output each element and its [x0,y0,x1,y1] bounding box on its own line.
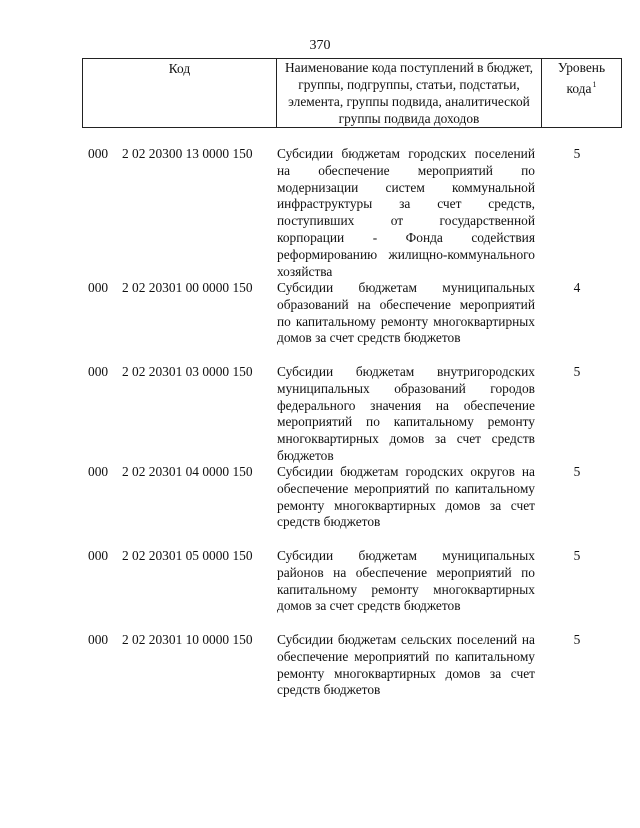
table-row [82,548,616,632]
admin-code: 000 [88,146,109,161]
admin-code: 000 [88,280,109,295]
admin-code: 000 [88,464,109,479]
header-level [542,59,622,128]
footnote-marker: 1 [592,80,597,89]
table-row [82,364,616,464]
table-row [82,280,616,364]
income-code: 2 02 20301 04 0000 150 [122,464,253,479]
header-code-label: Код [168,61,191,76]
code-level: 5 [573,464,581,479]
income-name: Субсидии бюджетам сельских поселений на обеспечение мероприятий по капитальному ремонту многоквартирных домов за счет средств бюджетов [277,632,535,698]
code-level: 5 [573,146,581,161]
header-code [83,59,277,128]
table-row [82,632,616,716]
income-code: 2 02 20301 05 0000 150 [122,548,253,563]
code-level: 5 [573,548,581,563]
admin-code: 000 [88,632,109,647]
income-code: 2 02 20300 13 0000 150 [122,146,253,161]
income-name: Субсидии бюджетам муниципальных районов на обеспечение мероприятий по капитальному ремонту многоквартирных домов за счет средств бюджетов [277,548,535,614]
header-name: Наименование кода поступлений в бюджет, группы, подгруппы, статьи, подстатьи, элемента, группы подвида, аналитической группы подвида доходов [277,59,542,128]
income-name: Субсидии бюджетам муниципальных образований на обеспечение мероприятий по капитальному ремонту многоквартирных домов за счет средств бюджетов [277,280,535,346]
income-name: Субсидии бюджетам городских округов на обеспечение мероприятий по капитальному ремонту многоквартирных домов за счет средств бюджетов [277,464,535,530]
income-name: Субсидии бюджетам внутригородских муниципальных образований городов федерального значения на обеспечение мероприятий по капитальному ремонту многоквартирных домов за счет средств бюджетов [277,364,535,463]
table-row [82,464,616,548]
page-number: 370 [309,38,331,53]
code-level: 4 [573,280,581,295]
code-level: 5 [573,364,581,379]
table-body [82,146,616,716]
income-code: 2 02 20301 10 0000 150 [122,632,253,647]
income-code: 2 02 20301 03 0000 150 [122,364,253,379]
table-header [82,58,622,128]
income-name: Субсидии бюджетам городских поселений на обеспечение мероприятий по модернизации систем коммунальной инфраструктуры за счет средств, поступивших от государственной корпорации - Фонда содействия реформированию жилищно-коммунального хозяйства [277,146,535,279]
admin-code: 000 [88,364,109,379]
table-row [82,146,616,280]
income-code: 2 02 20301 00 0000 150 [122,280,253,295]
header-level-label: Уровень кода [557,60,606,96]
admin-code: 000 [88,548,109,563]
code-level: 5 [573,632,581,647]
